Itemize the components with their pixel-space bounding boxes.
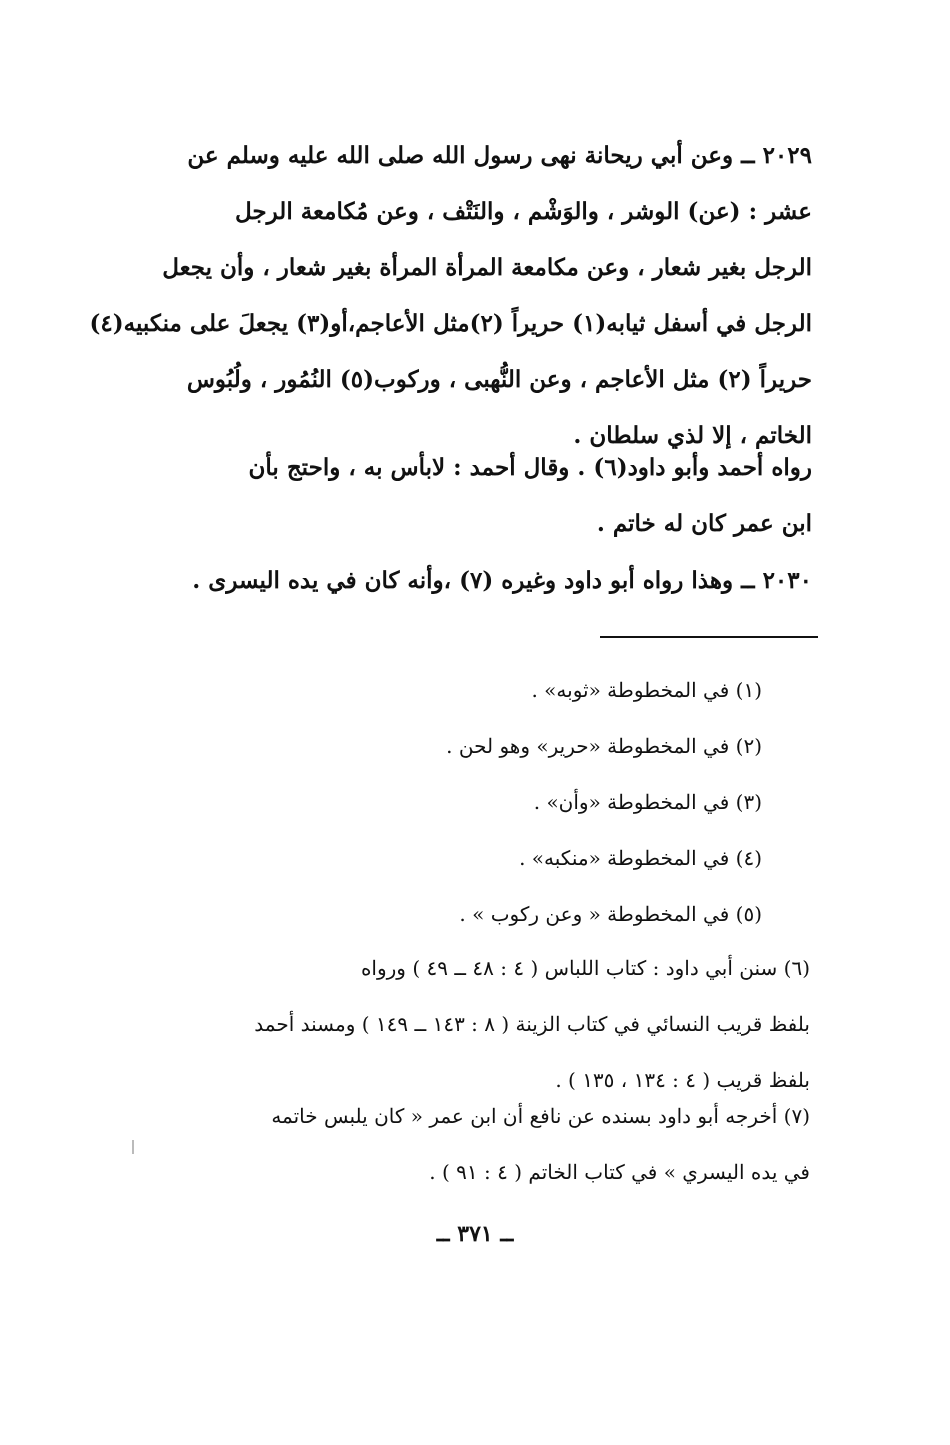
- narration-paragraph: [150, 440, 812, 552]
- footnote-line: بلفظ قريب ( ٤ : ١٣٤ ، ١٣٥ ) .: [555, 1068, 810, 1092]
- footnotes-list: [300, 662, 762, 942]
- page-number: ــ ٣٧١ ــ: [436, 1221, 514, 1247]
- margin-mark: [132, 1140, 134, 1154]
- footnote-3: (٣) في المخطوطة «وأن» .: [533, 790, 762, 814]
- footnote-5: (٥) في المخطوطة « وعن ركوب » .: [459, 902, 762, 926]
- hadith-2030-paragraph: [150, 553, 812, 609]
- text-line: حريراً (٢) مثل الأعاجم ، وعن النُّهبى ، وركوب(٥) النُمُور ، ولُبُوس: [186, 366, 812, 393]
- footnote-line: بلفظ قريب النسائي في كتاب الزينة ( ٨ : ١٤٣ ــ ١٤٩ ) ومسند أحمد: [254, 1012, 810, 1036]
- footnote-2: (٢) في المخطوطة «حرير» وهو لحن .: [446, 734, 762, 758]
- footnote-4: (٤) في المخطوطة «منكبه» .: [519, 846, 762, 870]
- footnote-line: (٧) أخرجه أبو داود بسنده عن نافع أن ابن عمر « كان يلبس خاتمه: [271, 1104, 810, 1128]
- text-line: ٢٠٣٠ ــ وهذا رواه أبو داود وغيره (٧) ،وأنه كان في يده اليسرى .: [192, 567, 812, 594]
- footnote-7: [150, 1088, 810, 1200]
- text-line: عشر : (عن) الوشر ، والوَشْم ، والنَتْف ، وعن مُكامعة الرجل: [234, 198, 812, 225]
- footnote-line: (٦) سنن أبي داود : كتاب اللباس ( ٤ : ٤٨ ــ ٤٩ ) ورواه: [360, 956, 810, 980]
- text-line: ابن عمر كان له خاتم .: [596, 510, 812, 537]
- text-line: الخاتم ، إلا لذي سلطان .: [573, 422, 812, 449]
- text-line: ٢٠٢٩ ــ وعن أبي ريحانة نهى رسول الله صلى الله عليه وسلم عن: [187, 142, 812, 169]
- text-line: الرجل في أسفل ثيابه(١) حريراً (٢)مثل الأعاجم،أو(٣) يجعلَ على منكبيه(٤): [89, 310, 812, 337]
- footnote-separator: [600, 636, 818, 638]
- footnote-line: في يده اليسري » في كتاب الخاتم ( ٤ : ٩١ ) .: [429, 1160, 810, 1184]
- footnote-6: [150, 940, 810, 1108]
- footnote-1: (١) في المخطوطة «ثوبه» .: [531, 678, 762, 702]
- text-line: الرجل بغير شعار ، وعن مكامعة المرأة المرأة بغير شعار ، وأن يجعل: [162, 254, 812, 281]
- text-line: رواه أحمد وأبو داود(٦) . وقال أحمد : لابأس به ، واحتج بأن: [248, 454, 812, 481]
- hadith-2029-paragraph: [89, 128, 812, 464]
